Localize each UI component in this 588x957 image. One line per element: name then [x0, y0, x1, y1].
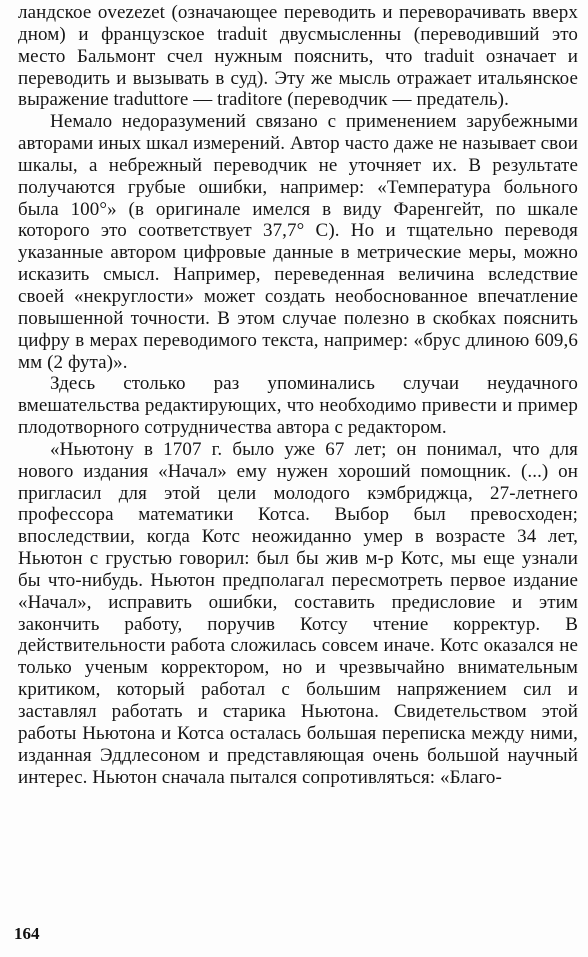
page-number: 164: [14, 924, 40, 943]
paragraph-measurement-scales: Немало недоразумений связано с применением зарубежными авторами иных шкал измерений. Автор часто даже не называет свои шкалы, а небрежный переводчик не уточняет их. В результате получаются грубые ошибки, например: «Температура больного была 100°» (в оригинале имелся в виду Фаренгейт, по шкале которого это соответствует 37,7° С). Но и тщательно переводя указанные автором цифровые данные в метрические меры, можно исказить смысл. Например, переведенная величина вследствие своей «некруглости» может создать необоснованное впечатление повышенной точности. В этом случае полезно в скобках пояснить цифру в мерах переводимого текста, например: «брус длиною 609,6 мм (2 фута)».: [18, 111, 578, 373]
paragraph-newton-quote: «Ньютону в 1707 г. было уже 67 лет; он понимал, что для нового издания «Начал» ему нужен хороший помощник. (...) он пригласил для этой цели молодого кэмбриджца, 27-летнего профессора математики Котса. Выбор был превосходен; впоследствии, когда Котс неожиданно умер в возрасте 34 лет, Ньютон с грустью говорил: был бы жив м-р Котс, мы еще узнали бы что-нибудь. Ньютон предполагал пересмотреть первое издание «Начал», исправить ошибки, составить предисловие и этим закончить работу, поручив Котсу чтение корректур. В действительности работа сложилась совсем иначе. Котс оказался не только ученым корректором, но и чрезвычайно внимательным критиком, который работал с большим напряжением сил и заставлял работать и старика Ньютона. Свидетельством этой работы Ньютона и Котса осталась большая переписка между ними, изданная Эддлесоном и представляющая очень большой научный интерес. Ньютон сначала пытался сопротивляться: «Благо-: [18, 438, 578, 788]
paragraph-continuation: ландское ovezezet (означающее переводить и переворачивать вверх дном) и французское traduit двусмысленны (переводивший это место Бальмонт счел нужным пояснить, что traduit означает и переводить и вызывать в суд). Эту же мысль отражает итальянское выражение traduttore — traditore (переводчик — предатель).: [18, 2, 578, 111]
paragraph-editor-cooperation: Здесь столько раз упоминались случаи неудачного вмешательства редактирующих, что необходимо привести и пример плодотворного сотрудничества автора с редактором.: [18, 373, 578, 439]
page-text: [18, 2, 578, 788]
